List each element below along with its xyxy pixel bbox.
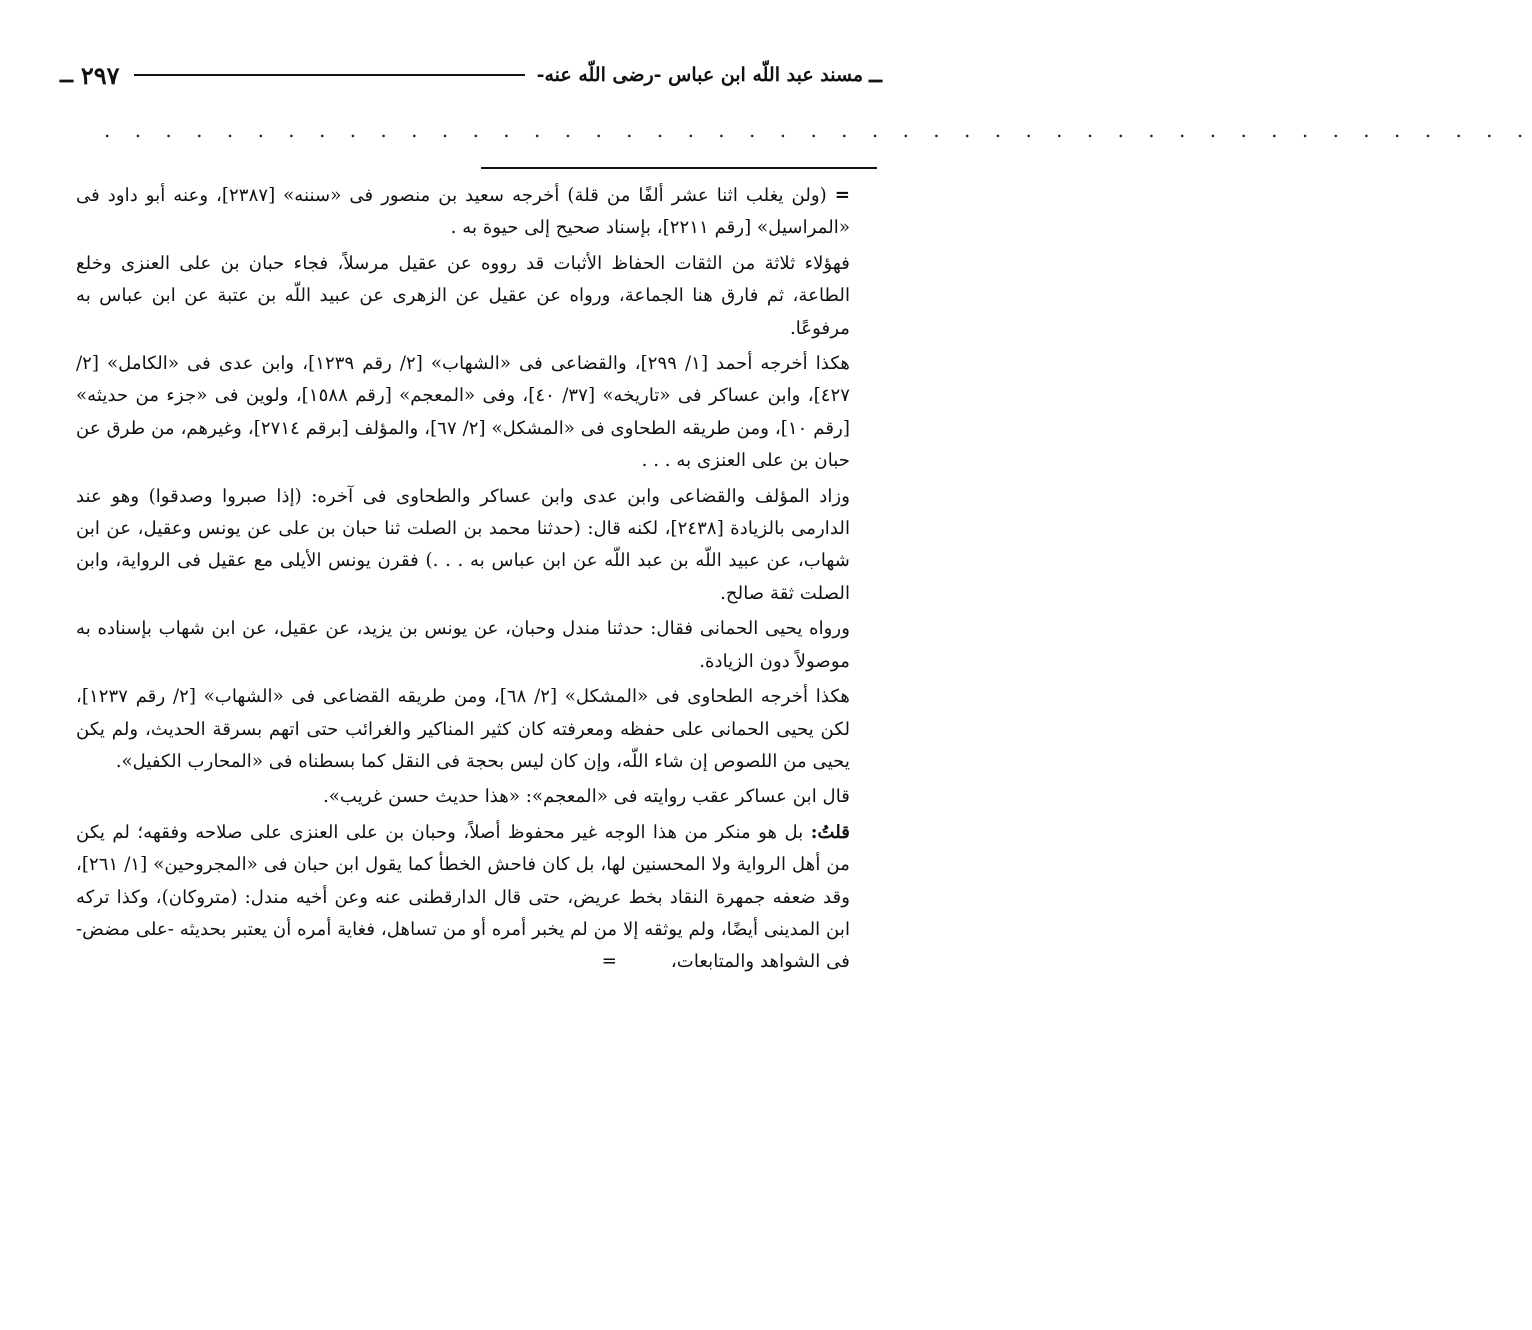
paragraph-text: (ولن يغلب اثنا عشر ألفًا من قلة) أخرجه سعيد بن منصور فى «سننه» [٢٣٨٧]، وعنه أبو داود فى «المراسيل» [رقم ٢٢١١]، بإسناد صحيح إلى حيوة به . (76, 185, 850, 239)
paragraph-text: بل هو منكر من هذا الوجه غير محفوظ أصلاً، وحبان بن على العنزى على صلاحه وفقهه؛ لم يكن من أهل الرواية ولا المحسنين لها، بل كان فاحش الخطأ كما يقول ابن حبان فى «المجروحين» [١/ ٢٦١]، وقد ضعفه جمهرة النقاد بخط عريض، حتى قال الدارقطنى عنه وعن أخيه مندل: (متروكان)، وكذا تركه ابن المدينى أيضًا، ولم يوثقه إلا من لم يخبر أمره أو من تساهل، فغاية أمره أن يعتبر بحديثه -على مضض- فى الشواهد والمتابعات، (76, 821, 850, 973)
paragraph-text: هكذا أخرجه أحمد [١/ ٢٩٩]، والقضاعى فى «الشهاب» [٢/ رقم ١٢٣٩]، وابن عدى فى «الكامل» [٢/ ٤٢٧]، وابن عساكر فى «تاريخه» [٣٧/ ٤٠]، وفى «المعجم» [رقم ١٥٨٨]، ولوين فى «جزء من حديثه» [رقم ١٠]، ومن طريقه الطحاوى فى «المشكل» [٢/ ٦٧]، والمؤلف [برقم ٢٧١٤]، وغيرهم، من طرق عن حبان بن على العنزى به . . . (76, 353, 851, 472)
running-header (60, 58, 882, 92)
paragraph-6 (76, 681, 874, 778)
paragraph-7 (76, 781, 874, 813)
paragraph-4 (76, 481, 874, 611)
qultu-lead: قلتُ: (810, 821, 850, 843)
continuation-marker-end: = (601, 951, 617, 973)
footnote-rule (481, 167, 877, 169)
paragraph-text: قال ابن عساكر عقب روايته فى «المعجم»: «هذا حديث حسن غريب». (322, 786, 850, 808)
header-dash: ــ (869, 62, 882, 88)
paragraph-2 (76, 248, 874, 345)
continuation-marker: = (834, 185, 850, 206)
ellipsis-separator: . . . . . . . . . . . . . . . . . . . . . . . . . . . . . . . . . . . . . . . . . . . . . . . (104, 118, 1532, 142)
paragraph-text: هكذا أخرجه الطحاوى فى «المشكل» [٢/ ٦٨]، ومن طريقه القضاعى فى «الشهاب» [٢/ رقم ١٢٣٧]، لكن يحيى الحمانى على حفظه ومعرفته كان كثير المناكير والغرائب حتى اتهم بسرقة الحديث، ولم يكن يحيى من اللصوص إن شاء اللّه، وإن كان ليس بحجة فى النقل كما بسطناه فى «المحارب الكفيل». (76, 686, 850, 772)
paragraph-text: ورواه يحيى الحمانى فقال: حدثنا مندل وحبان، عن يونس بن يزيد، عن عقيل، عن ابن شهاب بإسناده به موصولاً دون الزيادة. (76, 618, 850, 672)
page-number: ٢٩٧ (80, 60, 120, 90)
paragraph-5 (76, 613, 874, 678)
paragraph-3 (76, 348, 874, 478)
footnote-body (76, 180, 874, 982)
paragraph-text: وزاد المؤلف والقضاعى وابن عدى وابن عساكر والطحاوى فى آخره: (إذا صبروا وصدقوا) وهو عند الدارمى بالزيادة [٢٤٣٨]، لكنه قال: (حدثنا محمد بن الصلت ثنا حبان بن على عن يونس وعقيل، عن ابن شهاب، عن عبيد اللّه بن عبد اللّه عن ابن عباس به . . .) فقرن يونس الأيلى مع عقيل فى الرواية، وابن الصلت ثقة صالح. (76, 485, 851, 604)
paragraph-1 (76, 180, 874, 245)
paragraph-8 (76, 817, 874, 979)
header-dash-end: ــ (60, 62, 73, 88)
paragraph-text: فهؤلاء ثلاثة من الثقات الحفاظ الأثبات قد رووه عن عقيل مرسلاً، فجاء حبان بن على العنزى وخلع الطاعة، ثم فارق هنا الجماعة، ورواه عن عقيل عن الزهرى عن عبيد اللّه بن عتبة عن ابن عباس به مرفوعًا. (76, 252, 850, 339)
header-rule (134, 74, 525, 76)
header-title: مسند عبد اللّه ابن عباس -رضى اللّه عنه- (536, 64, 864, 86)
